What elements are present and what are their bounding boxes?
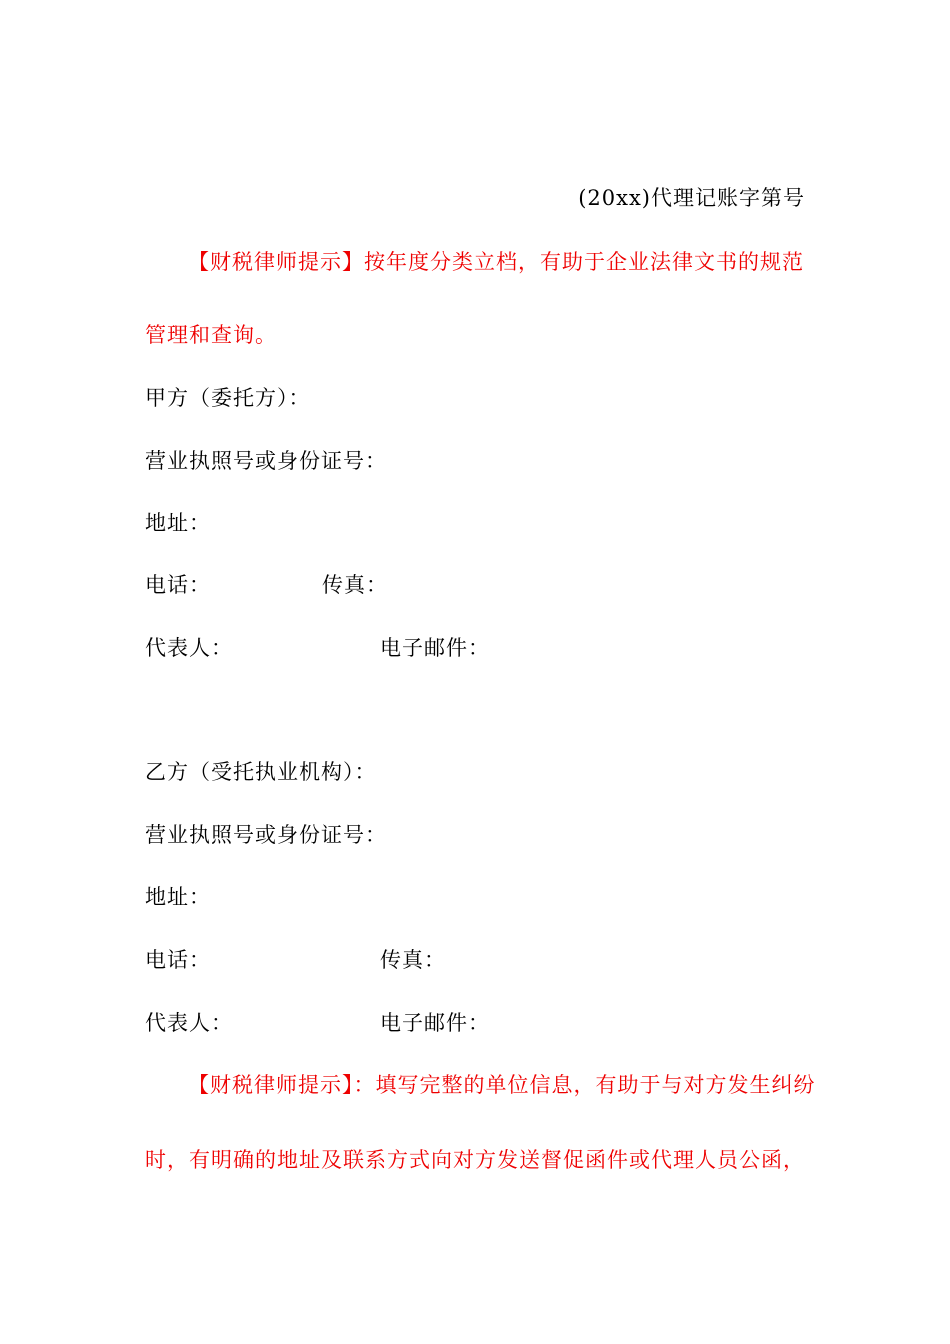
tip-1-line-2: 管理和查询。: [145, 323, 277, 347]
party-a-license-label: 营业执照号或身份证号：: [145, 449, 387, 473]
party-b-email-label: 电子邮件：: [380, 1011, 490, 1035]
tip-2-text: ：填写完整的单位信息，有助于与对方发生纠纷: [353, 1073, 816, 1097]
party-a-representative-label: 代表人：: [145, 636, 233, 660]
party-a-address-label: 地址：: [145, 511, 211, 535]
tip-2-line-2: 时，有明确的地址及联系方式向对方发送督促函件或代理人员公函，: [145, 1148, 805, 1172]
party-a-phone-label: 电话：: [145, 573, 211, 597]
tip-1-label: 【财税律师提示】: [188, 250, 364, 274]
tip-1-line-1: [188, 250, 804, 274]
tip-2-line-1: [188, 1073, 816, 1097]
tip-1-text: 按年度分类立档，有助于企业法律文书的规范: [364, 250, 804, 274]
party-b-fax-label: 传真：: [380, 948, 446, 972]
party-a-fax-label: 传真：: [322, 573, 388, 597]
tip-2-label: 【财税律师提示】: [188, 1073, 354, 1097]
party-a-heading: 甲方（委托方）：: [145, 386, 311, 410]
party-b-phone-label: 电话：: [145, 948, 211, 972]
party-b-address-label: 地址：: [145, 885, 211, 909]
document-number: (20xx)代理记账字第号: [578, 186, 805, 210]
party-b-heading: 乙方（受托执业机构）：: [145, 760, 377, 784]
party-a-email-label: 电子邮件：: [380, 636, 490, 660]
party-b-representative-label: 代表人：: [145, 1011, 233, 1035]
party-b-license-label: 营业执照号或身份证号：: [145, 823, 387, 847]
